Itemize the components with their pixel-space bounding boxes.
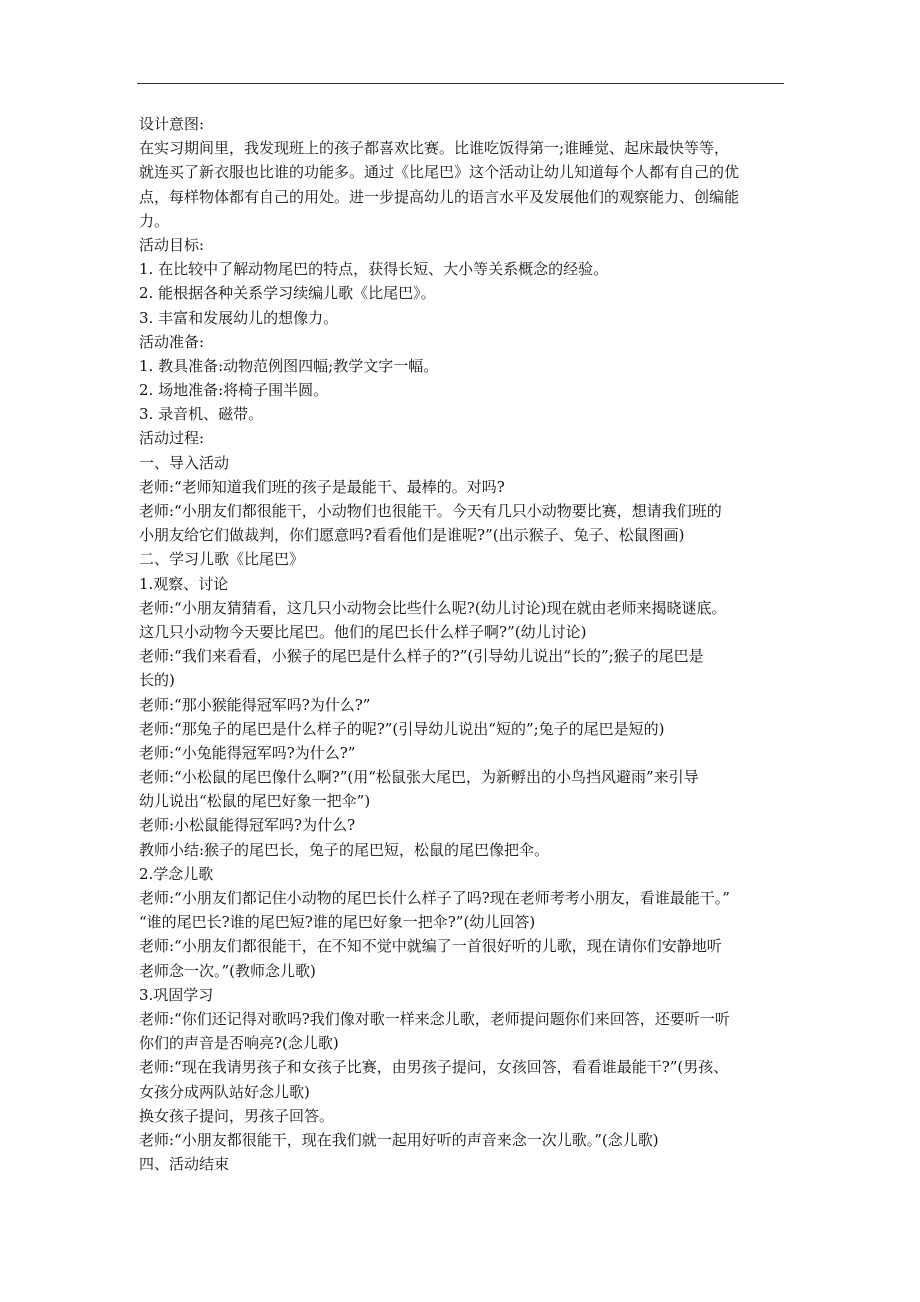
text-line: 3. 录音机、磁带。 bbox=[139, 405, 264, 424]
text-line: 老师:“小朋友们都很能干，小动物们也很能干。今天有几只小动物要比赛，想请我们班的 bbox=[139, 502, 722, 520]
text-line: 老师:小松鼠能得冠军吗?为什么? bbox=[139, 816, 356, 835]
text-line: 四、活动结束 bbox=[139, 1155, 230, 1174]
text-line: 老师:“那兔子的尾巴是什么样子的呢?”(引导幼儿说出“短的”;兔子的尾巴是短的) bbox=[139, 719, 665, 738]
text-line: 这几只小动物今天要比尾巴。他们的尾巴长什么样子啊?”(幼儿讨论) bbox=[139, 622, 587, 641]
text-line: 活动目标: bbox=[139, 235, 205, 254]
document-body bbox=[139, 112, 789, 1176]
text-line: 老师:“你们还记得对歌吗?我们像对歌一样来念儿歌，老师提问题你们来回答，还要听一听 bbox=[139, 1009, 730, 1028]
text-line: 3. 丰富和发展幼儿的想像力。 bbox=[139, 308, 339, 327]
text-line: 女孩分成两队站好念儿歌) bbox=[139, 1082, 310, 1101]
text-line: 一、导入活动 bbox=[139, 453, 230, 472]
text-line: 2.学念儿歌 bbox=[139, 864, 214, 883]
text-line: 1. 在比较中了解动物尾巴的特点，获得长短、大小等关系概念的经验。 bbox=[139, 260, 609, 279]
text-line: 老师:“小朋友们都很能干，在不知不觉中就编了一首很好听的儿歌，现在请你们安静地听 bbox=[139, 937, 722, 956]
text-line: 长的) bbox=[139, 671, 175, 690]
text-line: 力。 bbox=[139, 211, 170, 230]
text-line: 3.巩固学习 bbox=[139, 985, 214, 1004]
text-line: 老师:“现在我请男孩子和女孩子比赛，由男孩子提问，女孩回答，看看谁最能干?”(男孩、 bbox=[139, 1058, 729, 1077]
text-line: 换女孩子提问，男孩子回答。 bbox=[139, 1106, 335, 1125]
text-line: “谁的尾巴长?谁的尾巴短?谁的尾巴好象一把伞?”(幼儿回答) bbox=[139, 913, 536, 932]
text-line: 就连买了新衣服也比谁的功能多。通过《比尾巴》这个活动让幼儿知道每个人都有自己的优 bbox=[139, 163, 740, 182]
text-line: 1.观察、讨论 bbox=[139, 574, 229, 593]
text-line: 活动准备: bbox=[139, 332, 205, 351]
text-line: 1. 教具准备:动物范例图四幅;教学文字一幅。 bbox=[139, 356, 439, 375]
text-line: 在实习期间里，我发现班上的孩子都喜欢比赛。比谁吃饭得第一;谁睡觉、起床最快等等， bbox=[139, 139, 730, 158]
header-rule bbox=[137, 83, 784, 84]
text-line: 老师:“小兔能得冠军吗?为什么?” bbox=[139, 743, 356, 762]
text-line: 老师:“我们来看看，小猴子的尾巴是什么样子的?”(引导幼儿说出“长的”;猴子的尾巴是 bbox=[139, 647, 704, 666]
text-line: 幼儿说出“松鼠的尾巴好象一把伞”) bbox=[139, 792, 371, 811]
text-line: 老师念一次。”(教师念儿歌) bbox=[139, 961, 316, 980]
text-line: 二、学习儿歌《比尾巴》 bbox=[139, 550, 305, 569]
text-line: 教师小结:猴子的尾巴长，兔子的尾巴短，松鼠的尾巴像把伞。 bbox=[139, 840, 550, 859]
text-line: 老师:“小朋友都很能干，现在我们就一起用好听的声音来念一次儿歌。”(念儿歌) bbox=[139, 1130, 659, 1149]
text-line: 老师:“小朋友们都记住小动物的尾巴长什么样子了吗?现在老师考考小朋友，看谁最能干。” bbox=[139, 889, 730, 907]
text-line: 2. 场地准备:将椅子围半圆。 bbox=[139, 381, 329, 400]
text-line: 老师:“老师知道我们班的孩子是最能干、最棒的。对吗? bbox=[139, 477, 505, 496]
text-line: 2. 能根据各种关系学习续编儿歌《比尾巴》。 bbox=[139, 284, 436, 303]
text-line: 你们的声音是否响亮?(念儿歌) bbox=[139, 1034, 339, 1053]
text-line: 老师:“小朋友猜猜看，这几只小动物会比些什么呢?(幼儿讨论)现在就由老师来揭晓谜底。 bbox=[139, 598, 727, 617]
text-line: 点，每样物体都有自己的用处。进一步提高幼儿的语言水平及发展他们的观察能力、创编能 bbox=[139, 187, 740, 206]
text-line: 老师:“小松鼠的尾巴像什么啊?”(用“松鼠张大尾巴，为新孵出的小鸟挡风避雨”来引导 bbox=[139, 768, 699, 787]
text-line: 活动过程: bbox=[139, 429, 205, 448]
text-line: 设计意图: bbox=[139, 115, 205, 133]
text-line: 小朋友给它们做裁判，你们愿意吗?看看他们是谁呢?”(出示猴子、兔子、松鼠图画) bbox=[139, 526, 685, 545]
text-line: 老师:“那小猴能得冠军吗?为什么?” bbox=[139, 695, 371, 714]
